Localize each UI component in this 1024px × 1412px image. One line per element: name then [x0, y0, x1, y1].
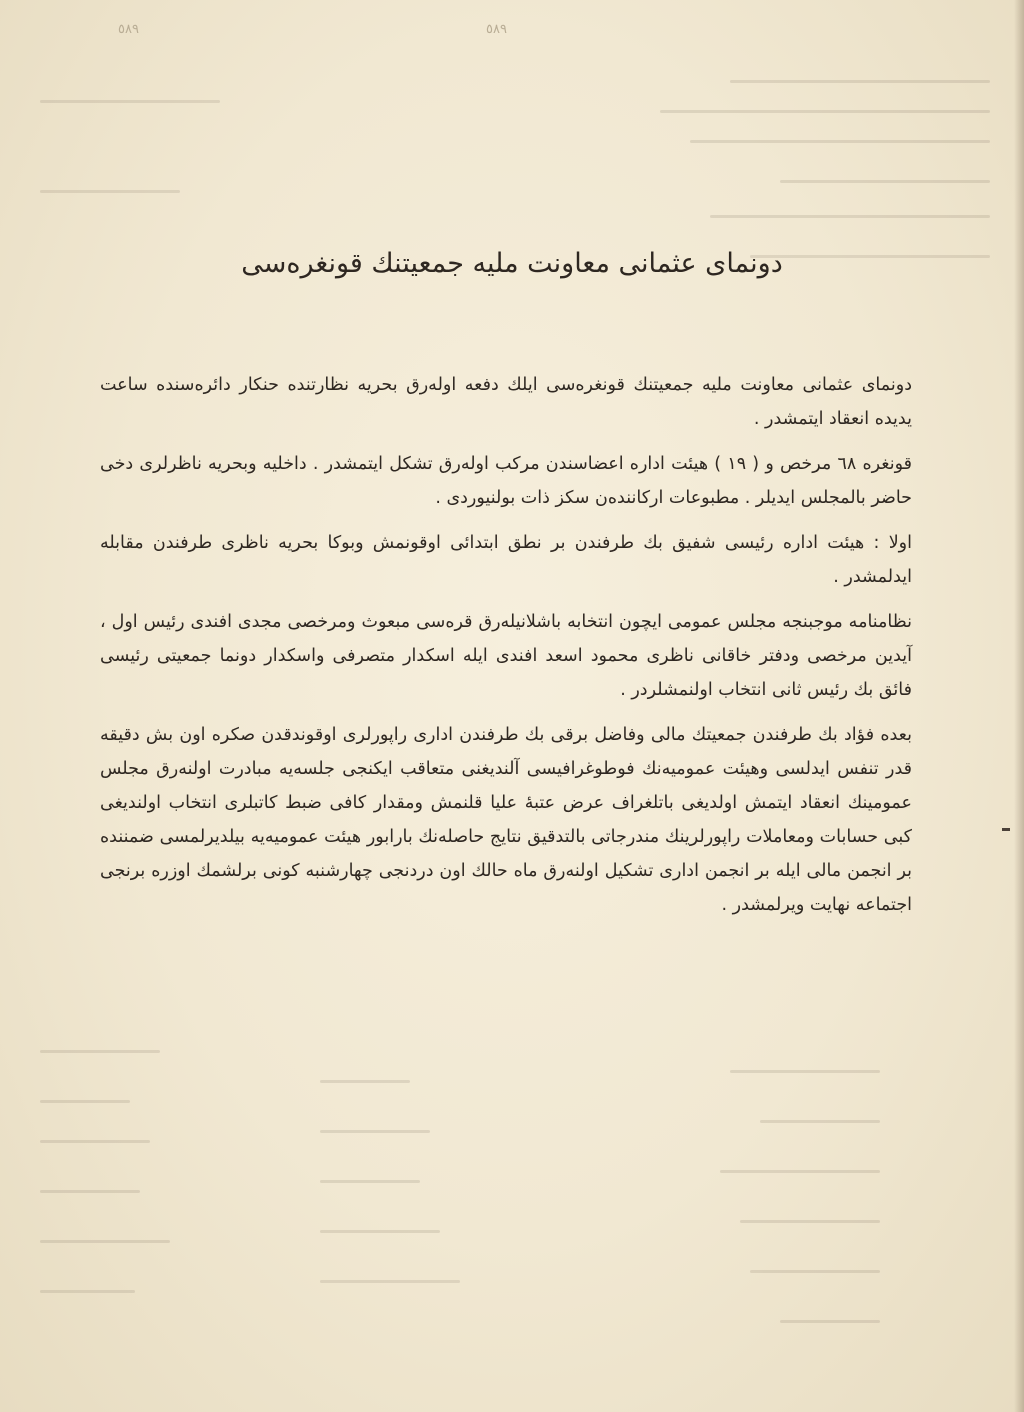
paragraph-5: بعده فؤاد بك طرفندن جمعیتك مالی وفاضل برقی بك طرفندن اداری راپورلری اوقوندقدن صكره اون بش دقیقه قدر تنفس ایدلسی وهیئت عمومیه‌نك فوطوغرافیسی آلندیغنی متعاقب ایكنجی جلسه‌یه مبادرت اولنه‌رق مجلس عمومینك انعقاد ایتمش اولدیغی باتلغراف عرض عتبۀ علیا قلنمش ومقدار كافی ضبط كاتبلری انتخاب اولندیغی كبی حسابات ومعاملات راپورلرینك مندرجاتی بالتدقیق نتایج حاصله‌نك بارابور هیئت عمومیه‌یه بیلدیرلمسی ضمننده بر انجمن مالی ایله بر انجمن اداری تشكیل اولنه‌رق ماه حالك اون دردنجی چهارشنبه كونی برلشمك اوزره برنجی اجتماعه نهایت ویرلمشدر .	[100, 725, 912, 915]
paragraph-4: نظامنامه موجبنجه مجلس عمومی ایچون انتخابه باشلانیله‌رق قره‌سی مبعوث ومرخصی مجدی افندی رئیس اول ، آیدین مرخصی ودفتر خاقانی ناظری محمود اسعد افندی ایله اسكدار متصرفی واسكدار دونما جمعیتی رئیسی فائق بك رئیس ثانی انتخاب اولنمشلردر .	[100, 612, 912, 700]
header-mark-center: ٥٨٩	[486, 22, 507, 37]
paragraph-3: اولا : هیئت اداره رئیسی شفیق بك طرفندن بر نطق ابتدائی اوقونمش وبوكا بحریه ناظری طرفندن مقابله ایدلمشدر .	[100, 533, 912, 587]
paragraph-1: دونمای عثمانی معاونت ملیه جمعیتنك قونغره‌سی ایلك دفعه اوله‌رق بحریه نظارتنده حنكار دائره‌سنده ساعت یدیده انعقاد ایتمشدر .	[100, 375, 912, 429]
header-mark-left: ٥٨٩	[118, 22, 139, 37]
paragraph-2: قونغره ٦٨ مرخص و ( ١٩ ) هیئت اداره اعضاسندن مركب اوله‌رق تشكل ایتمشدر . داخلیه وبحریه ناظرلری دخی حاضر بالمجلس ایدیلر . مطبوعات اركاننده‌ن سكز ذات بولنیوردی .	[100, 454, 913, 508]
page-edge	[1014, 0, 1024, 1412]
margin-mark	[1002, 828, 1010, 831]
document-body	[100, 368, 912, 933]
document-title: دونمای عثمانی معاونت ملیه جمعیتنك قونغره‌سی	[241, 248, 783, 279]
